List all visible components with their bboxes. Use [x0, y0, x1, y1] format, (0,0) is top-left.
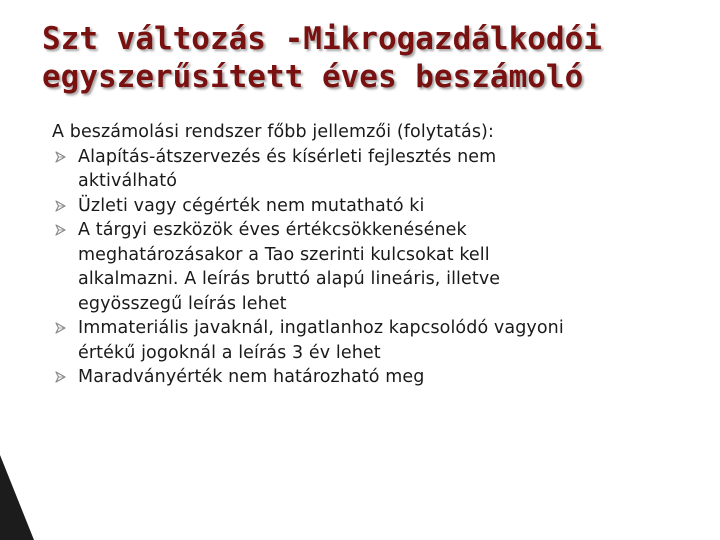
bullet-item: [52, 194, 692, 219]
bullet-line: Immateriális javaknál, ingatlanhoz kapcsolódó vagyoni: [78, 318, 564, 338]
bullet-line: Üzleti vagy cégérték nem mutatható ki: [78, 195, 425, 216]
corner-decoration: [0, 455, 40, 540]
slide-title: [42, 20, 702, 96]
slide-body: [52, 120, 692, 390]
bullet-line: Maradványérték nem határozható meg: [78, 367, 425, 387]
arrowhead-bullet-icon: [55, 194, 67, 219]
bullet-line: A tárgyi eszközök éves értékcsökkenésének: [78, 220, 467, 240]
bullet-item: [52, 145, 692, 194]
bullet-line: értékű jogoknál a leírás 3 év lehet: [78, 342, 381, 363]
intro-text: A beszámolási rendszer főbb jellemzői (folytatás):: [52, 122, 494, 142]
bullet-item: [52, 218, 692, 316]
arrowhead-bullet-icon: [55, 145, 67, 170]
bullet-line: aktiválható: [78, 171, 178, 191]
arrowhead-bullet-icon: [55, 365, 67, 390]
bullet-line: meghatározásakor a Tao szerinti kulcsokat kell: [78, 244, 490, 265]
title-line-2: egyszerűsített éves beszámoló: [42, 59, 584, 95]
title-line-1: Szt változás -Mikrogazdálkodói: [42, 21, 602, 57]
bullet-list: [52, 145, 692, 390]
bullet-item: [52, 316, 692, 365]
bullet-line: Alapítás-átszervezés és kísérleti fejlesztés nem: [78, 146, 497, 167]
bullet-item: [52, 365, 692, 390]
bullet-line: egyösszegű leírás lehet: [78, 293, 287, 314]
arrowhead-bullet-icon: [55, 218, 67, 243]
bullet-line: alkalmazni. A leírás bruttó alapú lineáris, illetve: [78, 269, 501, 289]
arrowhead-bullet-icon: [55, 316, 67, 341]
